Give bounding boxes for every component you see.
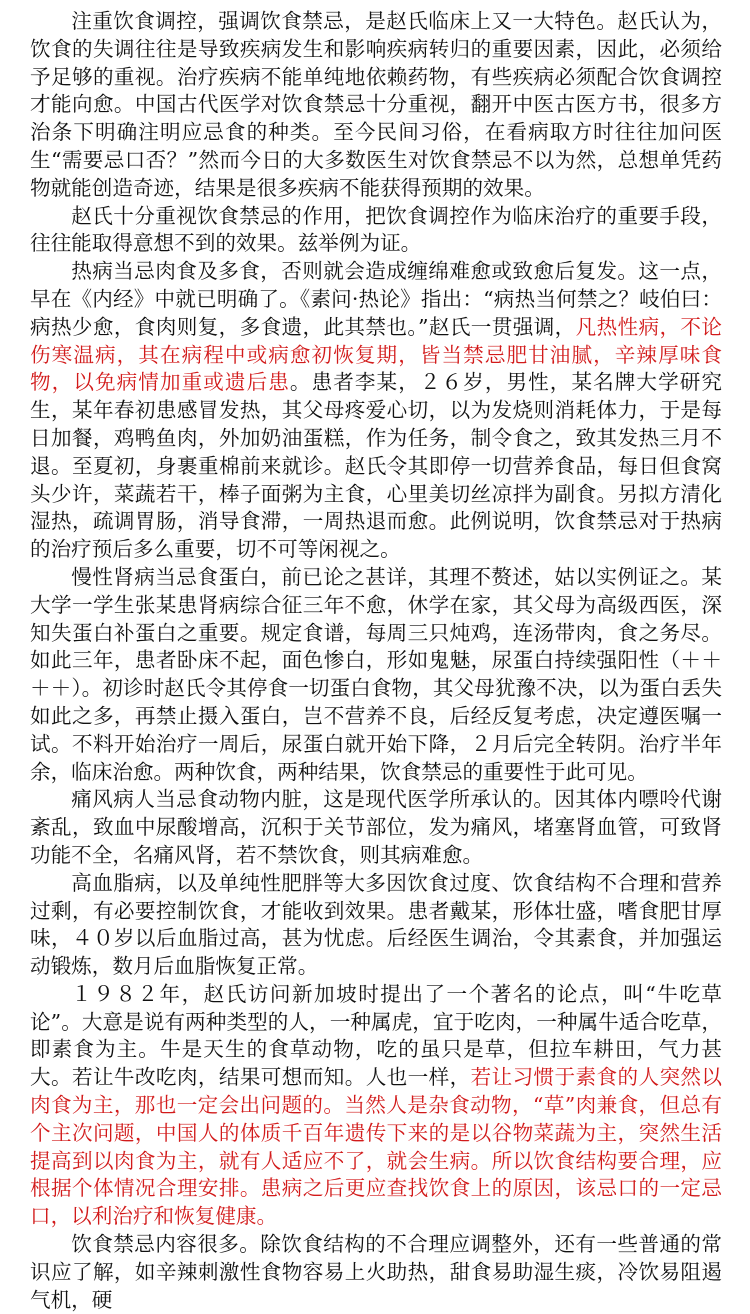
- text-segment: 注重饮食调控，强调饮食禁忌，是赵氏临床上又一大特色。赵氏认为，饮食的失调往往是导致疾病发生和影响疾病转归的重要因素，因此，必须给予足够的重视。治疗疾病不能单纯地依赖药物，有些疾病必须配合饮食调控才能向愈。中国古代医学对饮食禁忌十分重视，翻开中医古医方书，很多方治条下明确注明应忌食的种类。至今民间习俗，在看病取方时往往加问医生“需要忌口否？”然而今日的大多数医生对饮食禁忌不以为然，总想单凭药物就能创造奇迹，结果是很多疾病不能获得预期的效果。: [30, 9, 722, 200]
- paragraph-gout: [30, 786, 722, 869]
- text-segment: 高血脂病，以及单纯性肥胖等大多因饮食过度、饮食结构不合理和营养过剩，有必要控制饮食，才能收到效果。患者戴某，形体壮盛，嗜食肥甘厚味，４０岁以后血脂过高，甚为忧虑。后经医生调治，令其素食，并加强运动锻炼，数月后血脂恢复正常。: [30, 870, 722, 979]
- text-segment: 热病当忌肉食及多食，否则就会造成缠绵难愈或致愈后复发。这一点，早在《内经》中就已明确了。《素问·热论》指出：“病热当何禁之？岐伯曰：病热少愈，食肉则复，多食遗，此其禁也。”赵氏一贯强调，: [30, 259, 722, 339]
- paragraph-cow-grass-theory: [30, 981, 722, 1231]
- paragraph-diet-emphasis: [30, 203, 722, 259]
- paragraph-diet-regulation: [30, 8, 722, 203]
- paragraph-kidney-case: [30, 564, 722, 786]
- highlighted-text: 凡热性病，不论伤寒温病，其在病程中或病愈初恢复期，皆当禁忌肥甘油腻，辛辣厚味食物，以免病情加重或遗后患: [30, 314, 722, 395]
- text-segment: 慢性肾病当忌食蛋白，前已论之甚详，其理不赘述，姑以实例证之。某大学一学生张某患肾病综合征三年不愈，休学在家，其父母为高级西医，深知失蛋白补蛋白之重要。规定食谱，每周三只炖鸡，连汤带肉，食之务尽。如此三年，患者卧床不起，面色惨白，形如鬼魅，尿蛋白持续强阳性（＋＋＋＋）。初诊时赵氏令其停食一切蛋白食物，其父母犹豫不决，以为蛋白丢失如此之多，再禁止摄入蛋白，岂不营养不良，后经反复考虑，决定遵医嘱一试。不料开始治疗一周后，尿蛋白就开始下降，２月后完全转阴。治疗半年余，临床治愈。两种饮食，两种结果，饮食禁忌的重要性于此可见。: [30, 564, 722, 784]
- text-segment: 痛风病人当忌食动物内脏，这是现代医学所承认的。因其体内嘌呤代谢紊乱，致血中尿酸增高，沉积于关节部位，发为痛风，堵塞肾血管，可致肾功能不全，名痛风肾，若不禁饮食，则其病难愈。: [30, 787, 722, 867]
- text-segment: 饮食禁忌内容很多。除饮食结构的不合理应调整外，还有一些普通的常识应了解，如辛辣刺激性食物容易上火助热，甜食易助湿生痰，冷饮易阻遏气机，硬: [30, 1232, 722, 1312]
- document-page: [30, 8, 722, 1314]
- paragraph-hyperlipidemia: [30, 870, 722, 981]
- text-segment: 赵氏十分重视饮食禁忌的作用，把饮食调控作为临床治疗的重要手段，往往能取得意想不到的效果。兹举例为证。: [30, 203, 722, 256]
- paragraph-fever-case: [30, 258, 722, 564]
- text-segment: 。患者李某，２６岁，男性，某名牌大学研究生，某年春初患感冒发热，其父母疼爱心切，以为发烧则消耗体力，于是每日加餐，鸡鸭鱼肉，外加奶油蛋糕，作为任务，制令食之，致其发热三月不退。至夏初，身裹重棉前来就诊。赵氏令其即停一切营养食品，每日但食窝头少许，菜蔬若干，棒子面粥为主食，心里美切丝凉拌为副食。另拟方清化湿热，疏调胃肠，消导食滞，一周热退而愈。此例说明，饮食禁忌对于热病的治疗预后多么重要，切不可等闲视之。: [30, 370, 723, 562]
- highlighted-text: 若让习惯于素食的人突然以肉食为主，那也一定会出问题的。当然人是杂食动物，“草”肉兼食，但总有个主次问题，中国人的体质千百年遗传下来的是以谷物菜蔬为主，突然生活提高到以肉食为主，就有人适应不了，就会生病。所以饮食结构要合理，应根据个体情况合理安排。患病之后更应查找饮食上的原因，该忌口的一定忌口，以利治疗和恢复健康。: [30, 1065, 722, 1229]
- paragraph-diet-taboos: [30, 1231, 722, 1314]
- text-segment: １９８２年，赵氏访问新加坡时提出了一个著名的论点，叫“牛吃草论”。大意是说有两种类型的人，一种属虎，宜于吃肉，一种属牛适合吃草，即素食为主。牛是天生的食草动物，吃的虽只是草，但拉车耕田，气力甚大。若让牛改吃肉，结果可想而知。人也一样，: [30, 981, 722, 1090]
